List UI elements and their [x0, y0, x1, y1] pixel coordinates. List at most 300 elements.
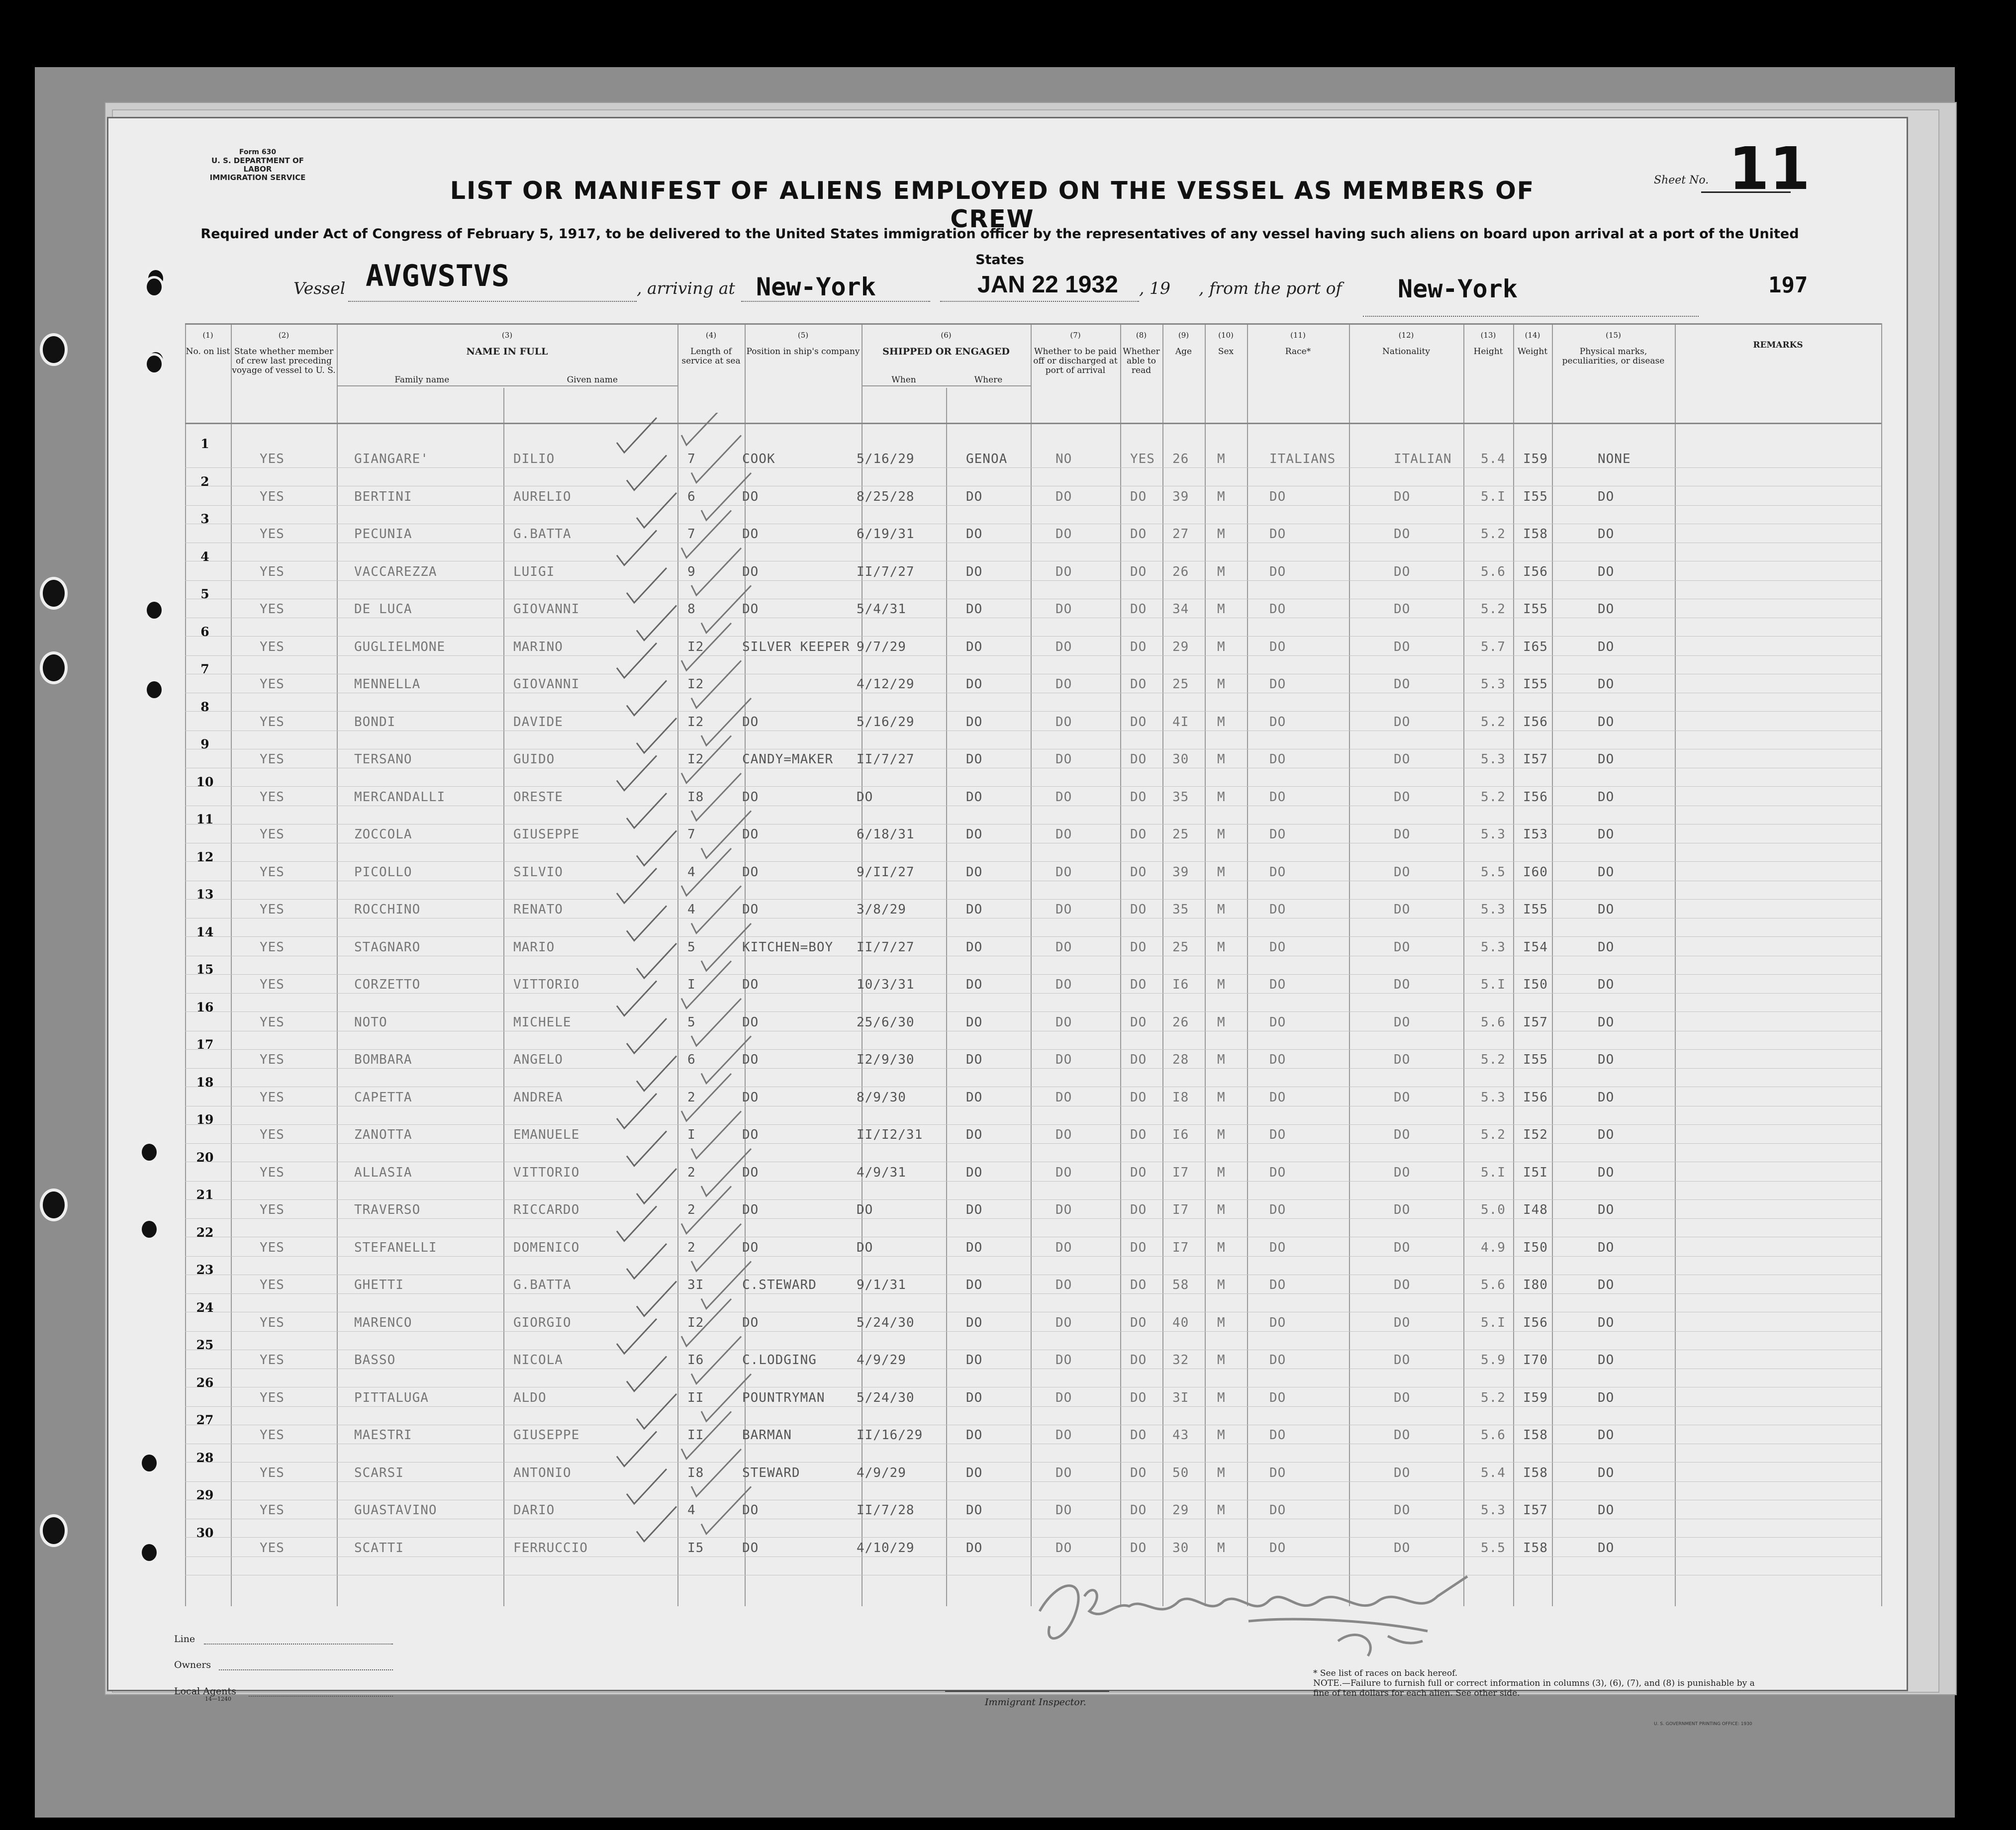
- cell-family: MERCANDALLI: [354, 789, 446, 805]
- cell-marks: DO: [1598, 1278, 1615, 1292]
- column-label: Sex: [1218, 347, 1234, 357]
- cell-age: 29: [1172, 639, 1189, 654]
- cell-weight: I56: [1523, 1315, 1548, 1330]
- cell-service: I2: [687, 639, 704, 654]
- cell-race: DO: [1269, 1165, 1286, 1180]
- cell-given: G.BATTA: [513, 1278, 572, 1292]
- column-number: (8): [1136, 331, 1147, 340]
- check-mark-icon: [617, 868, 657, 903]
- cell-family: BOMBARA: [354, 1052, 412, 1067]
- cell-read: DO: [1130, 864, 1147, 880]
- cell-race: DO: [1269, 639, 1286, 654]
- row-number: 1: [200, 437, 209, 451]
- cell-position: DO: [742, 977, 759, 992]
- check-mark-icon: [637, 1394, 676, 1429]
- check-mark-icon: [637, 1507, 676, 1542]
- cell-marks: DO: [1598, 714, 1615, 730]
- cell-paid: DO: [1056, 789, 1072, 805]
- cell-where: DO: [966, 752, 983, 767]
- column-header: [185, 331, 231, 357]
- cell-family: ROCCHINO: [354, 902, 421, 917]
- cell-nat: DO: [1394, 714, 1411, 730]
- cell-service: I2: [687, 752, 704, 767]
- row-number: 2: [200, 474, 209, 489]
- cell-read: DO: [1130, 1202, 1147, 1217]
- check-mark-icon: [681, 736, 731, 783]
- sub-column-divider: [946, 388, 947, 1606]
- check-mark-icon: [617, 1432, 657, 1466]
- cell-race: DO: [1269, 864, 1286, 880]
- cell-weight: I54: [1523, 939, 1548, 955]
- cell-race: DO: [1269, 1240, 1286, 1255]
- check-mark-icon: [617, 418, 657, 453]
- cell-nat: DO: [1394, 489, 1411, 504]
- cell-position: DO: [742, 1014, 759, 1030]
- cell-weight: I52: [1523, 1127, 1548, 1142]
- cell-when: II/16/29: [857, 1428, 923, 1443]
- cell-read: DO: [1130, 1503, 1147, 1518]
- cell-read: DO: [1130, 677, 1147, 692]
- cell-age: 35: [1172, 902, 1189, 917]
- cell-marks: DO: [1598, 1052, 1615, 1067]
- column-divider: [1675, 323, 1676, 1606]
- cell-race: DO: [1269, 1090, 1286, 1105]
- cell-family: ALLASIA: [354, 1165, 412, 1180]
- cell-crew: YES: [260, 1390, 285, 1405]
- column-header: [1031, 331, 1120, 375]
- check-mark-icon: [691, 999, 741, 1046]
- row-rule: [185, 1556, 1881, 1557]
- cell-when: 6/18/31: [857, 827, 915, 842]
- cell-crew: YES: [260, 864, 285, 880]
- service-name: IMMIGRATION SERVICE: [209, 173, 306, 182]
- check-mark-icon: [627, 681, 667, 716]
- row-rule: [185, 1011, 1881, 1012]
- cell-read: YES: [1130, 452, 1155, 466]
- cell-position: DO: [742, 1090, 759, 1105]
- row-number: 25: [196, 1338, 214, 1352]
- cell-given: ORESTE: [513, 789, 563, 805]
- cell-height: 5.3: [1481, 902, 1506, 917]
- page-number: 197: [1768, 273, 1808, 298]
- cell-family: BERTINI: [354, 489, 412, 504]
- cell-race: DO: [1269, 1278, 1286, 1292]
- cell-service: II: [687, 1390, 704, 1405]
- cell-age: 26: [1172, 564, 1189, 579]
- column-header: [1513, 331, 1552, 357]
- cell-crew: YES: [260, 752, 285, 767]
- cell-where: DO: [966, 789, 983, 805]
- binder-hole-icon: [40, 1189, 68, 1221]
- cell-family: ZOCCOLA: [354, 827, 412, 842]
- check-mark-icon: [701, 811, 751, 858]
- cell-given: ANDREA: [513, 1090, 563, 1105]
- cell-sex: M: [1217, 1503, 1226, 1518]
- cell-race: DO: [1269, 827, 1286, 842]
- cell-where: DO: [966, 827, 983, 842]
- cell-where: DO: [966, 527, 983, 542]
- cell-position: KITCHEN=BOY: [742, 939, 834, 955]
- cell-where: DO: [966, 639, 983, 654]
- cell-crew: YES: [260, 1315, 285, 1330]
- cell-marks: DO: [1598, 1465, 1615, 1480]
- cell-paid: DO: [1056, 752, 1072, 767]
- cell-read: DO: [1130, 602, 1147, 617]
- cell-crew: YES: [260, 1202, 285, 1217]
- cell-service: 7: [687, 527, 696, 542]
- cell-height: 5.0: [1481, 1202, 1506, 1217]
- column-header: [1552, 331, 1675, 366]
- cell-read: DO: [1130, 489, 1147, 504]
- owners-label: Owners: [174, 1659, 211, 1670]
- cell-service: I5: [687, 1540, 704, 1556]
- cell-position: BARMAN: [742, 1428, 792, 1443]
- cell-where: DO: [966, 602, 983, 617]
- vessel-label: Vessel: [293, 278, 346, 298]
- column-divider: [1120, 323, 1121, 1606]
- cell-position: COOK: [742, 452, 775, 466]
- cell-sex: M: [1217, 564, 1226, 579]
- cell-when: 8/25/28: [857, 489, 915, 504]
- cell-family: CORZETTO: [354, 977, 421, 992]
- check-mark-icon: [681, 961, 731, 1008]
- check-mark-icon: [701, 586, 751, 633]
- cell-paid: DO: [1056, 902, 1072, 917]
- cell-marks: DO: [1598, 902, 1615, 917]
- row-number: 23: [196, 1263, 214, 1277]
- cell-given: DAVIDE: [513, 714, 563, 730]
- row-rule: [185, 899, 1881, 900]
- cell-race: DO: [1269, 939, 1286, 955]
- sub-column-label: Family name: [394, 375, 450, 385]
- cell-family: MARENCO: [354, 1315, 412, 1330]
- cell-paid: DO: [1056, 639, 1072, 654]
- cell-age: I7: [1172, 1202, 1189, 1217]
- cell-sex: M: [1217, 977, 1226, 992]
- manifest-subtitle: Required under Act of Congress of February 5, 1917, to be delivered to the United States immigration officer by the representatives of any vessel having such aliens on board upon arrival at a port of the United States: [200, 226, 1799, 268]
- cell-height: 5.6: [1481, 1014, 1506, 1030]
- row-rule: [185, 936, 1881, 937]
- cell-when: 3/8/29: [857, 902, 906, 917]
- footnote: [1313, 1668, 1761, 1698]
- column-label: Race*: [1285, 347, 1311, 357]
- cell-sex: M: [1217, 1014, 1226, 1030]
- cell-height: 5.2: [1481, 1127, 1506, 1142]
- row-number: 24: [196, 1300, 214, 1315]
- cell-crew: YES: [260, 1165, 285, 1180]
- row-number: 8: [200, 699, 209, 714]
- binder-hole-icon: [40, 577, 68, 610]
- cell-nat: DO: [1394, 1278, 1411, 1292]
- cell-marks: DO: [1598, 527, 1615, 542]
- check-mark-icon: [617, 643, 657, 678]
- cell-sex: M: [1217, 1127, 1226, 1142]
- cell-given: LUIGI: [513, 564, 555, 579]
- cell-height: 5.2: [1481, 1390, 1506, 1405]
- cell-read: DO: [1130, 902, 1147, 917]
- binder-hole-icon: [144, 276, 164, 298]
- cell-marks: DO: [1598, 1165, 1615, 1180]
- cell-where: DO: [966, 564, 983, 579]
- cell-race: DO: [1269, 489, 1286, 504]
- cell-family: GUGLIELMONE: [354, 639, 446, 654]
- row-rule: [185, 1406, 1881, 1407]
- sheet-label: Sheet No.: [1654, 174, 1709, 186]
- column-number: (3): [501, 331, 513, 340]
- cell-sex: M: [1217, 864, 1226, 880]
- inspector-signature: [1030, 1566, 1507, 1666]
- cell-sex: M: [1217, 452, 1226, 466]
- cell-marks: DO: [1598, 1127, 1615, 1142]
- column-divider: [337, 323, 338, 1606]
- cell-age: I7: [1172, 1165, 1189, 1180]
- row-rule: [185, 1068, 1881, 1069]
- cell-paid: DO: [1056, 1503, 1072, 1518]
- cell-position: DO: [742, 1052, 759, 1067]
- cell-sex: M: [1217, 939, 1226, 955]
- column-divider: [1349, 323, 1350, 1606]
- row-rule: [185, 786, 1881, 787]
- column-divider: [1031, 323, 1032, 1606]
- row-rule: [185, 1256, 1881, 1257]
- cell-service: II: [687, 1428, 704, 1443]
- cell-given: GIUSEPPE: [513, 827, 580, 842]
- cell-position: DO: [742, 864, 759, 880]
- cell-position: DO: [742, 1165, 759, 1180]
- check-mark-icon: [637, 606, 676, 640]
- cell-service: I2: [687, 714, 704, 730]
- check-mark-icon: [691, 1111, 741, 1159]
- cell-weight: I80: [1523, 1278, 1548, 1292]
- cell-marks: DO: [1598, 564, 1615, 579]
- cell-when: 10/3/31: [857, 977, 915, 992]
- column-number: (4): [705, 331, 717, 340]
- cell-read: DO: [1130, 1540, 1147, 1556]
- column-number: (12): [1398, 331, 1414, 340]
- cell-position: DO: [742, 714, 759, 730]
- immigrant-inspector-label: Immigrant Inspector.: [985, 1697, 1086, 1708]
- cell-family: PITTALUGA: [354, 1390, 429, 1405]
- column-header: [677, 331, 745, 366]
- cell-paid: NO: [1056, 452, 1072, 466]
- cell-where: DO: [966, 1278, 983, 1292]
- cell-crew: YES: [260, 1090, 285, 1105]
- cell-weight: I57: [1523, 752, 1548, 767]
- cell-marks: DO: [1598, 864, 1615, 880]
- cell-family: STEFANELLI: [354, 1240, 437, 1255]
- check-mark-icon: [681, 1187, 731, 1234]
- cell-crew: YES: [260, 789, 285, 805]
- cell-position: DO: [742, 527, 759, 542]
- cell-paid: DO: [1056, 1240, 1072, 1255]
- column-header: [1247, 331, 1349, 357]
- cell-nat: DO: [1394, 902, 1411, 917]
- check-mark-icon: [701, 1036, 751, 1084]
- cell-position: CANDY=MAKER: [742, 752, 834, 767]
- cell-marks: DO: [1598, 1428, 1615, 1443]
- cell-paid: DO: [1056, 1127, 1072, 1142]
- sub-header-rule: [862, 385, 1031, 386]
- cell-when: II/7/27: [857, 564, 915, 579]
- cell-sex: M: [1217, 1165, 1226, 1180]
- cell-crew: YES: [260, 714, 285, 730]
- cell-family: PICOLLO: [354, 864, 412, 880]
- cell-nat: DO: [1394, 1240, 1411, 1255]
- cell-paid: DO: [1056, 827, 1072, 842]
- cell-sex: M: [1217, 1278, 1226, 1292]
- arriving-port: New-York: [756, 273, 876, 301]
- cell-when: 4/9/29: [857, 1465, 906, 1480]
- check-mark-icon: [637, 1169, 676, 1203]
- cell-sex: M: [1217, 1315, 1226, 1330]
- cell-service: 7: [687, 452, 696, 466]
- cell-service: 5: [687, 939, 696, 955]
- cell-position: DO: [742, 1503, 759, 1518]
- column-number: (15): [1606, 331, 1621, 340]
- cell-where: GENOA: [966, 452, 1008, 466]
- cell-service: 2: [687, 1202, 696, 1217]
- cell-when: 9/7/29: [857, 639, 906, 654]
- cell-nat: DO: [1394, 1014, 1411, 1030]
- cell-sex: M: [1217, 714, 1226, 730]
- cell-when: I2/9/30: [857, 1052, 915, 1067]
- cell-read: DO: [1130, 1052, 1147, 1067]
- row-number: 14: [196, 924, 214, 939]
- column-number: (2): [278, 331, 289, 340]
- cell-when: 5/16/29: [857, 452, 915, 466]
- cell-service: 3I: [687, 1278, 704, 1292]
- column-divider: [1881, 323, 1882, 1606]
- column-header: [862, 331, 1031, 385]
- cell-sex: M: [1217, 752, 1226, 767]
- cell-where: DO: [966, 1540, 983, 1556]
- cell-family: DE LUCA: [354, 602, 412, 617]
- check-mark-icon: [627, 793, 667, 828]
- cell-age: 25: [1172, 939, 1189, 955]
- check-mark-icon: [637, 943, 676, 978]
- cell-paid: DO: [1056, 1428, 1072, 1443]
- cell-family: MAESTRI: [354, 1428, 412, 1443]
- cell-height: 5.2: [1481, 714, 1506, 730]
- cell-nat: DO: [1394, 977, 1411, 992]
- cell-sex: M: [1217, 1465, 1226, 1480]
- cell-paid: DO: [1056, 564, 1072, 579]
- cell-race: DO: [1269, 1503, 1286, 1518]
- cell-race: DO: [1269, 714, 1286, 730]
- cell-where: DO: [966, 1052, 983, 1067]
- check-mark-icon: [627, 1018, 667, 1053]
- cell-age: 29: [1172, 1503, 1189, 1518]
- cell-given: GIOVANNI: [513, 677, 580, 692]
- cell-sex: M: [1217, 1202, 1226, 1217]
- local-agents-rule: [249, 1696, 393, 1697]
- cell-service: 4: [687, 864, 696, 880]
- cell-weight: I56: [1523, 714, 1548, 730]
- cell-when: 25/6/30: [857, 1014, 915, 1030]
- cell-when: 5/16/29: [857, 714, 915, 730]
- column-header: [1120, 331, 1162, 375]
- check-mark-icon: [637, 1056, 676, 1091]
- cell-height: 5.6: [1481, 1428, 1506, 1443]
- cell-crew: YES: [260, 1465, 285, 1480]
- row-rule: [185, 1481, 1881, 1482]
- cell-service: 8: [687, 602, 696, 617]
- cell-sex: M: [1217, 1240, 1226, 1255]
- cell-marks: DO: [1598, 677, 1615, 692]
- printing-office-note: U. S. GOVERNMENT PRINTING OFFICE: 1930: [1654, 1722, 1752, 1727]
- column-number: (10): [1218, 331, 1234, 340]
- row-rule: [185, 1143, 1881, 1144]
- cell-crew: YES: [260, 902, 285, 917]
- cell-paid: DO: [1056, 1052, 1072, 1067]
- cell-nat: DO: [1394, 1465, 1411, 1480]
- cell-height: 5.3: [1481, 827, 1506, 842]
- cell-age: 43: [1172, 1428, 1189, 1443]
- cell-age: 40: [1172, 1315, 1189, 1330]
- vessel-name: AVGVSTVS: [366, 259, 509, 293]
- cell-weight: I58: [1523, 1540, 1548, 1556]
- cell-weight: I58: [1523, 1465, 1548, 1480]
- cell-when: 4/9/31: [857, 1165, 906, 1180]
- cell-sex: M: [1217, 527, 1226, 542]
- column-divider: [1552, 323, 1553, 1606]
- cell-nat: DO: [1394, 1202, 1411, 1217]
- check-mark-icon: [617, 1094, 657, 1128]
- cell-race: DO: [1269, 789, 1286, 805]
- line-label: Line: [174, 1634, 195, 1645]
- row-rule: [185, 974, 1881, 975]
- cell-service: 7: [687, 827, 696, 842]
- cell-when: DO: [857, 1202, 873, 1217]
- cell-marks: DO: [1598, 1090, 1615, 1105]
- cell-crew: YES: [260, 564, 285, 579]
- cell-race: DO: [1269, 902, 1286, 917]
- column-label: Age: [1175, 347, 1192, 357]
- cell-read: DO: [1130, 1278, 1147, 1292]
- cell-marks: DO: [1598, 639, 1615, 654]
- cell-marks: DO: [1598, 977, 1615, 992]
- table-top-rule: [185, 323, 1881, 325]
- cell-where: DO: [966, 1127, 983, 1142]
- cell-marks: DO: [1598, 1540, 1615, 1556]
- cell-service: I8: [687, 789, 704, 805]
- cell-age: I7: [1172, 1240, 1189, 1255]
- cell-sex: M: [1217, 1353, 1226, 1368]
- cell-family: TERSANO: [354, 752, 412, 767]
- cell-position: DO: [742, 789, 759, 805]
- cell-when: 4/10/29: [857, 1540, 915, 1556]
- cell-nat: DO: [1394, 677, 1411, 692]
- cell-when: 9/1/31: [857, 1278, 906, 1292]
- row-rule: [185, 505, 1881, 506]
- cell-nat: DO: [1394, 639, 1411, 654]
- row-number: 3: [200, 512, 209, 526]
- cell-where: DO: [966, 1465, 983, 1480]
- cell-weight: I55: [1523, 489, 1548, 504]
- binder-hole-icon: [139, 1542, 159, 1563]
- cell-nat: DO: [1394, 864, 1411, 880]
- cell-family: STAGNARO: [354, 939, 421, 955]
- cell-crew: YES: [260, 977, 285, 992]
- cell-weight: I55: [1523, 1052, 1548, 1067]
- cell-position: DO: [742, 602, 759, 617]
- check-mark-icon: [691, 548, 741, 595]
- department-name: U. S. DEPARTMENT OF LABOR: [211, 156, 304, 174]
- check-mark-icon: [701, 1262, 751, 1309]
- cell-crew: YES: [260, 452, 285, 466]
- cell-marks: DO: [1598, 1014, 1615, 1030]
- column-number: (6): [941, 331, 952, 340]
